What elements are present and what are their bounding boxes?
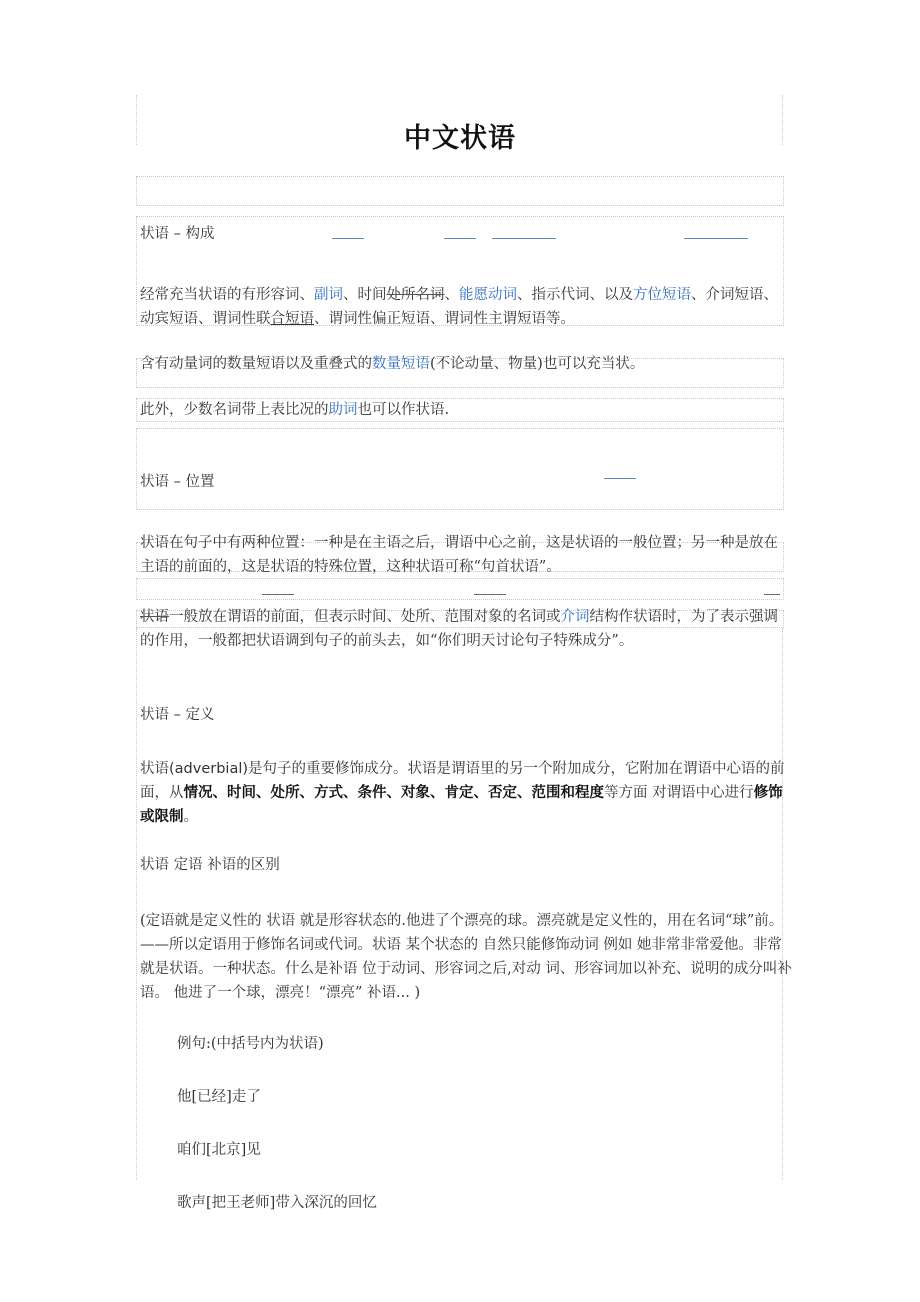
frame-box xyxy=(136,578,784,600)
section-heading-difference: 状语 定语 补语的区别 xyxy=(140,857,280,873)
position-paragraph-2: 状语一般放在谓语的前面，但表示时间、处所、范围对象的名词或介词结构作状语时，为了表示强调的作用，一般都把状语调到句子的前头去，如“你们明天讨论句子特殊成分”。 xyxy=(140,609,778,649)
section-heading-definition: 状语 – 定义 xyxy=(140,707,215,723)
link-adverb[interactable]: 副词 xyxy=(314,287,343,303)
link-preposition[interactable]: 介词 xyxy=(560,609,590,625)
position-paragraph-1: 状语在句子中有两种位置：一种是在主语之后，谓语中心之前，这是状语的一般位置；另一种是放在主语的前面的，这是状语的特殊位置，这种状语可称“句首状语”。 xyxy=(140,535,778,575)
link-quantity-phrase[interactable]: 数量短语 xyxy=(372,356,430,372)
difference-paragraph: (定语就是定义性的 状语 就是形容状态的.他进了个漂亮的球。漂亮就是定义性的，用在名词“球”前。——所以定语用于修饰名词或代词。状语 某个状态的 自然只能修饰动词 例如 她非常非常爱他。非常就是状语。一种状态。什么是补语 位于动词、形容词之后,对动 词、形容词加以补充、说明的成分叫补语。 他进了一个球，漂亮！“漂亮” 补语... ) xyxy=(140,913,792,1001)
example-item: 歌声[把王老师]带入深沉的回忆 xyxy=(177,1195,377,1211)
definition-paragraph: 状语(adverbial)是句子的重要修饰成分。状语是谓语里的另一个附加成分，它附加在谓语中心语的前面，从情况、时间、处所、方式、条件、对象、肯定、否定、范围和程度等方面 对谓语中心进行修饰或限制。 xyxy=(140,761,785,825)
composition-paragraph-3: 此外，少数名词带上表比况的助词也可以作状语. xyxy=(140,402,450,418)
rule-line xyxy=(262,594,294,595)
section-heading-position: 状语 – 位置 xyxy=(140,474,215,490)
frame-box xyxy=(136,428,784,510)
link-locative-phrase[interactable]: 方位短语 xyxy=(633,287,691,303)
frame-box xyxy=(136,176,784,206)
frame-line xyxy=(136,628,137,1180)
link-modal-verb[interactable]: 能愿动词 xyxy=(459,287,517,303)
example-item: 他[已经]走了 xyxy=(177,1089,261,1105)
section-heading-composition: 状语 – 构成 xyxy=(140,226,215,242)
rule-line xyxy=(764,594,780,595)
examples-intro: 例句:(中括号内为状语) xyxy=(177,1036,324,1052)
rule-line xyxy=(474,594,506,595)
link-particle[interactable]: 助词 xyxy=(328,402,358,418)
page-title: 中文状语 xyxy=(404,123,516,154)
example-item: 咱们[北京]见 xyxy=(177,1142,261,1158)
composition-paragraph-1: 经常充当状语的有形容词、副词、时间处所名词、能愿动词、指示代词、以及方位短语、介词短语、动宾短语、谓词性联合短语、谓词性偏正短语、谓词性主谓短语等。 xyxy=(140,287,778,327)
composition-paragraph-2: 含有动量词的数量短语以及重叠式的数量短语(不论动量、物量)也可以充当状。 xyxy=(140,356,645,372)
